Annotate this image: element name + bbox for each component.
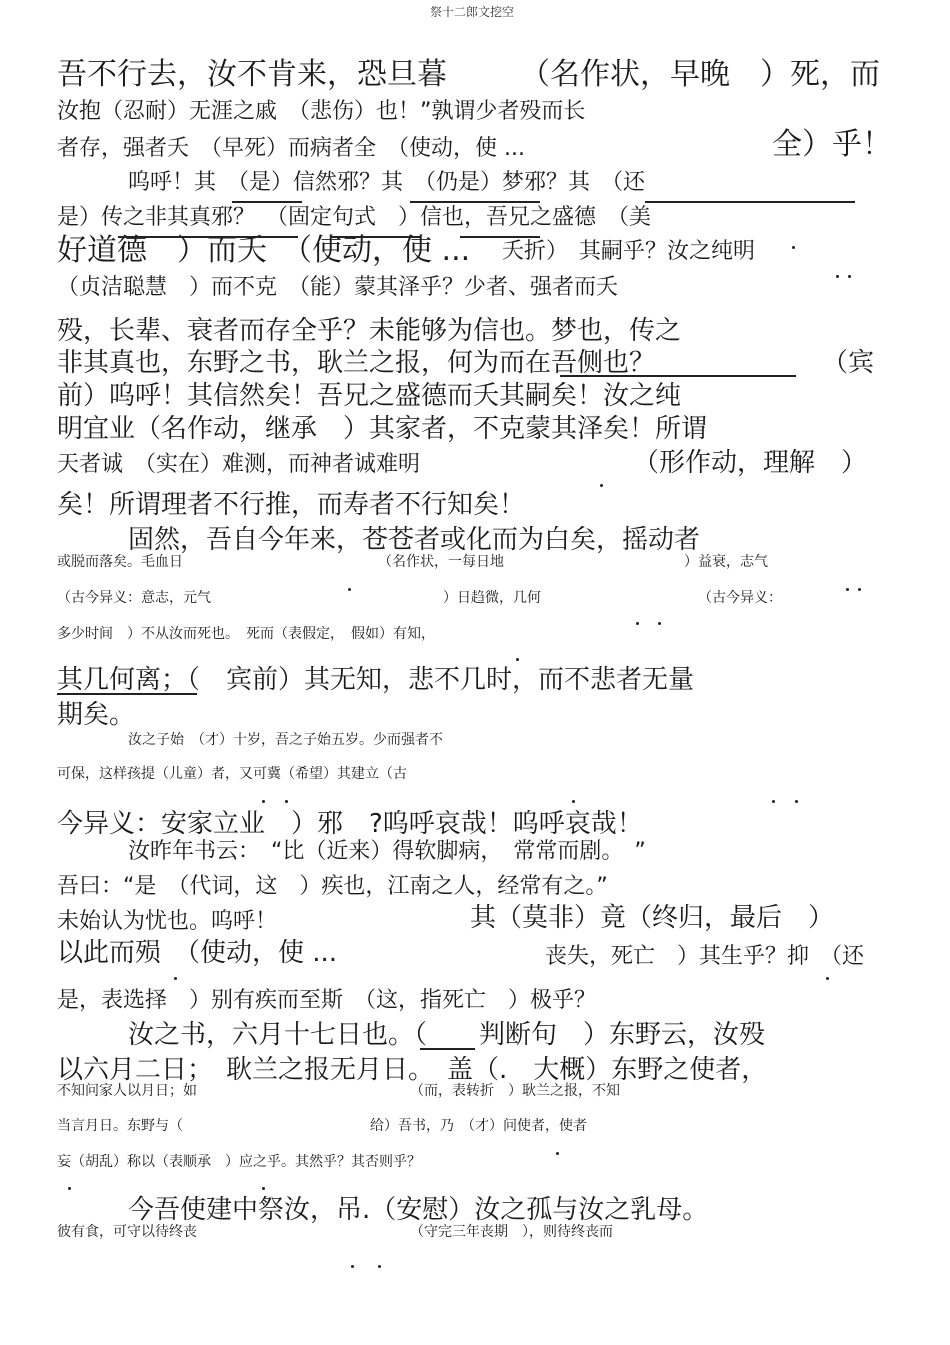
- text-line: 汝抱（忍耐）无涯之戚 （悲伤）也！”孰谓少者殁而长: [57, 99, 586, 124]
- text-line: 前）呜呼！其信然矣！吾兄之盛德而夭其嗣矣！汝之纯: [57, 381, 682, 411]
- text-line: （形作动，理解 ）: [633, 448, 868, 478]
- speck-dot: [262, 800, 265, 803]
- text-line: 其几何离；（ 宾前）其无知，悲不几时，而不悲者无量: [57, 665, 695, 695]
- text-line: （宾: [822, 348, 875, 378]
- speck-dot: [285, 800, 288, 803]
- speck-dot: [572, 800, 575, 803]
- text-line: 是，表选择 ）别有疾而至斯 （这，指死亡 ）极乎？: [57, 988, 597, 1013]
- text-line: 天者诚 （实在）难测，而神者诚难明: [57, 452, 421, 477]
- text-line: 以此而殒 （使动，使 ...: [57, 938, 338, 968]
- underline-mark: [232, 201, 302, 203]
- speck-dot: [792, 246, 795, 249]
- speck-dot: [556, 1152, 559, 1155]
- text-line: 当言月日。东野与（: [57, 1118, 183, 1134]
- text-line: 汝之书，六月十七日也。（ 判断句 ）东野云，汝殁: [128, 1020, 766, 1050]
- underline-mark: [420, 1048, 475, 1050]
- speck-dot: [836, 275, 839, 278]
- underline-mark: [560, 375, 796, 377]
- underline-mark: [330, 236, 420, 238]
- text-line: 呜呼！其 （是）信然邪？其 （仍是）梦邪？其 （还: [128, 170, 646, 195]
- underline-mark: [118, 236, 298, 238]
- text-line: 吾曰：“是 （代词，这 ）疾也，江南之人，经常有之。”: [57, 874, 608, 899]
- text-line: （而，表转折 ）耿兰之报，不知: [410, 1083, 620, 1099]
- text-line: 好道德 ）而夭 （使动，使 ...: [57, 233, 471, 268]
- speck-dot: [636, 622, 639, 625]
- text-line: （名作状，一每日地: [378, 554, 504, 570]
- speck-dot: [174, 977, 177, 980]
- text-line: （古今异义：: [698, 590, 782, 606]
- underline-mark: [57, 693, 197, 695]
- text-line: （古今异义：意志，元气: [57, 590, 211, 606]
- text-line: 非其真也，东野之书，耿兰之报，何为而在吾侧也？: [57, 348, 656, 378]
- text-line: 多少时间 ）不从汝而死也。 死而（表假定， 假如）有知，: [57, 626, 435, 642]
- text-line: 以六月二日； 耿兰之报无月日。 盖（. 大概）东野之使者，: [57, 1055, 768, 1085]
- speck-dot: [378, 1265, 381, 1268]
- text-line: 明宜业（名作动，继承 ）其家者，不克蒙其泽矣！所谓: [57, 414, 708, 444]
- speck-dot: [68, 1187, 71, 1190]
- speck-dot: [826, 977, 829, 980]
- text-line: 今吾使建中祭汝，吊.（安慰）汝之孤与汝之乳母。: [128, 1195, 709, 1225]
- text-line: 丧失，死亡 ）其生乎？抑 （还: [545, 944, 865, 969]
- speck-dot: [772, 800, 775, 803]
- text-line: 汝之子始 （才）十岁，吾之子始五岁。少而强者不: [128, 732, 443, 748]
- underline-mark: [645, 201, 855, 203]
- text-line: 未始认为忧也。呜呼！: [57, 909, 278, 934]
- speck-dot: [858, 588, 861, 591]
- text-line: 矣！所谓理者不行推，而寿者不行知矣！: [57, 490, 526, 520]
- speck-dot: [600, 484, 603, 487]
- text-line: 今异义：安家立业 ）邪 ?呜呼哀哉！呜呼哀哉！: [57, 809, 643, 839]
- underline-mark: [410, 201, 540, 203]
- text-line: （守完三年丧期 ），则待终丧而: [410, 1224, 613, 1240]
- text-line: 固然，吾自今年来，苍苍者或化而为白矣，摇动者: [128, 525, 701, 555]
- text-line: 给）吾书，乃 （才）问使者，使者: [370, 1118, 587, 1134]
- text-line: ）益衰，志气: [684, 554, 768, 570]
- text-line: 其（莫非）竟（终归，最后 ）: [470, 903, 835, 933]
- text-line: （名作状，早晚 ）死，而: [520, 57, 880, 92]
- speck-dot: [348, 588, 351, 591]
- speck-dot: [516, 658, 519, 661]
- text-line: ）日趋微，几何: [443, 590, 541, 606]
- text-line: 可保，这样孩提（儿童）者，又可冀（希望）其建立（古: [57, 766, 407, 782]
- speck-dot: [795, 800, 798, 803]
- text-line: （贞洁聪慧 ）而不克 （能）蒙其泽乎？少者、强者而夭: [57, 275, 619, 300]
- text-line: 夭折） 其嗣乎？汝之纯明: [502, 239, 756, 264]
- text-line: 者存，强者夭 （早死）而病者全 （使动，使 ...: [57, 136, 525, 161]
- text-line: 期矣。: [57, 700, 136, 730]
- text-line: 汝昨年书云： “比（近来）得软脚病， 常常而剧。 ”: [128, 839, 646, 864]
- speck-dot: [351, 1265, 354, 1268]
- speck-dot: [262, 1187, 265, 1190]
- text-line: 或脱而落矣。毛血日: [57, 554, 183, 570]
- text-line: 吾不行去，汝不肯来，恐旦暮: [57, 57, 447, 92]
- text-line: 殁，长辈、衰者而存全乎？未能够为信也。梦也，传之: [57, 316, 682, 346]
- text-line: 全）乎！: [772, 127, 892, 162]
- page-header: 祭十二郎文挖空: [430, 5, 515, 19]
- speck-dot: [658, 622, 661, 625]
- speck-dot: [848, 275, 851, 278]
- text-line: 不知问家人以月日；如: [57, 1083, 197, 1099]
- underline-mark: [460, 236, 540, 238]
- text-line: 是）传之非其真邪？ （固定句式 ）信也，吾兄之盛德 （美: [57, 205, 652, 230]
- speck-dot: [846, 588, 849, 591]
- text-line: 妄（胡乱）称以（表顺承 ）应之乎。其然乎？其否则乎？: [57, 1154, 421, 1170]
- text-line: 彼有食，可守以待终丧: [57, 1224, 197, 1240]
